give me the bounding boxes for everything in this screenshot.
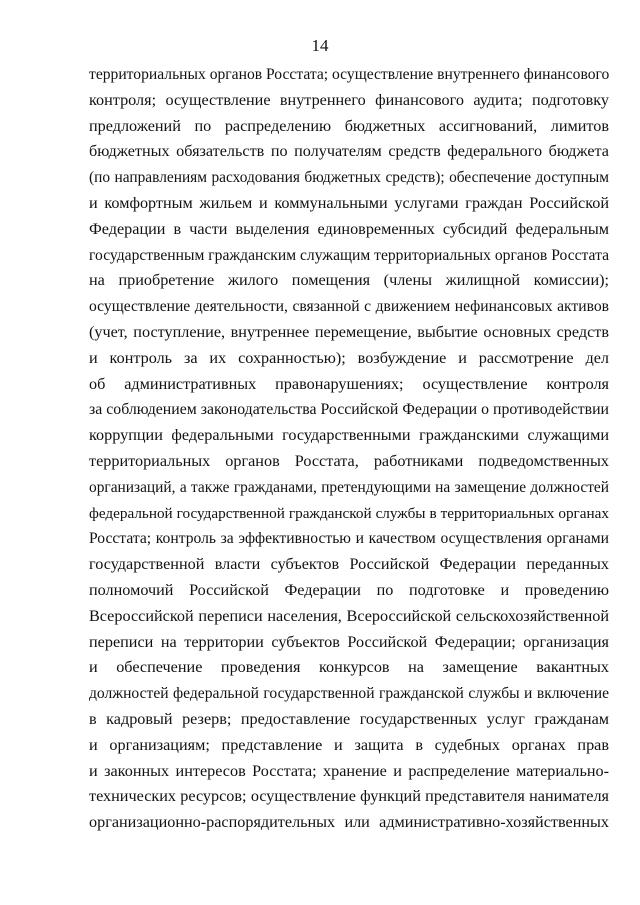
text-line: Росстата; контроль за эффективностью и качеством осуществления органами xyxy=(89,530,609,548)
text-line: осуществление деятельности, связанной с движением нефинансовых активов xyxy=(89,298,609,316)
text-line: федеральной государственной гражданской службы в территориальных органах xyxy=(89,504,609,522)
text-line: (по направлениям расходования бюджетных средств); обеспечение доступным xyxy=(89,169,609,187)
text-line: технических ресурсов; осуществление функций представителя нанимателя xyxy=(89,787,609,806)
text-line: Всероссийской переписи населения, Всероссийской сельскохозяйственной xyxy=(89,606,609,625)
text-line: и контроль за их сохранностью); возбуждение и рассмотрение дел xyxy=(89,348,609,367)
text-line: за соблюдением законодательства Российской Федерации о противодействии xyxy=(89,401,609,419)
text-line: на приобретение жилого помещения (члены жилищной комиссии); xyxy=(89,271,609,290)
text-line: коррупции федеральными государственными гражданскими служащими xyxy=(89,426,609,445)
text-line: предложений по распределению бюджетных ассигнований, лимитов xyxy=(89,116,609,135)
text-line: территориальных органов Росстата, работниками подведомственных xyxy=(89,451,609,470)
text-line: государственным гражданским служащим территориальных органов Росстата xyxy=(89,246,609,264)
text-line: должностей федеральной государственной гражданской службы и включение xyxy=(89,685,609,703)
text-line: бюджетных обязательств по получателям средств федерального бюджета xyxy=(89,142,609,161)
text-line: Федерации в части выделения единовременных субсидий федеральным xyxy=(89,219,609,238)
text-line: переписи на территории субъектов Российской Федерации; организация xyxy=(89,632,609,651)
text-line: территориальных органов Росстата; осуществление внутреннего финансового xyxy=(89,66,609,83)
text-line: контроля; осуществление внутреннего финансового аудита; подготовку xyxy=(89,90,609,109)
text-line: государственной власти субъектов Российской Федерации переданных xyxy=(89,555,609,574)
text-line: и законных интересов Росстата; хранение и распределение материально- xyxy=(89,761,609,780)
body-text xyxy=(89,62,609,836)
text-line: (учет, поступление, внутреннее перемещение, выбытие основных средств xyxy=(89,322,609,341)
text-line: и обеспечение проведения конкурсов на замещение вакантных xyxy=(89,658,609,677)
page-number: 14 xyxy=(311,36,329,55)
text-line: об административных правонарушениях; осуществление контроля xyxy=(89,374,609,393)
text-line: организаций, а также гражданами, претендующими на замещение должностей xyxy=(89,478,609,496)
text-line: полномочий Российской Федерации по подготовке и проведению xyxy=(89,580,609,599)
text-line: организационно-распорядительных или административно-хозяйственных xyxy=(89,813,609,832)
text-line: и организациям; представление и защита в судебных органах прав xyxy=(89,735,609,754)
text-line: и комфортным жильем и коммунальными услугами граждан Российской xyxy=(89,193,609,212)
text-line: в кадровый резерв; предоставление государственных услуг гражданам xyxy=(89,709,609,728)
